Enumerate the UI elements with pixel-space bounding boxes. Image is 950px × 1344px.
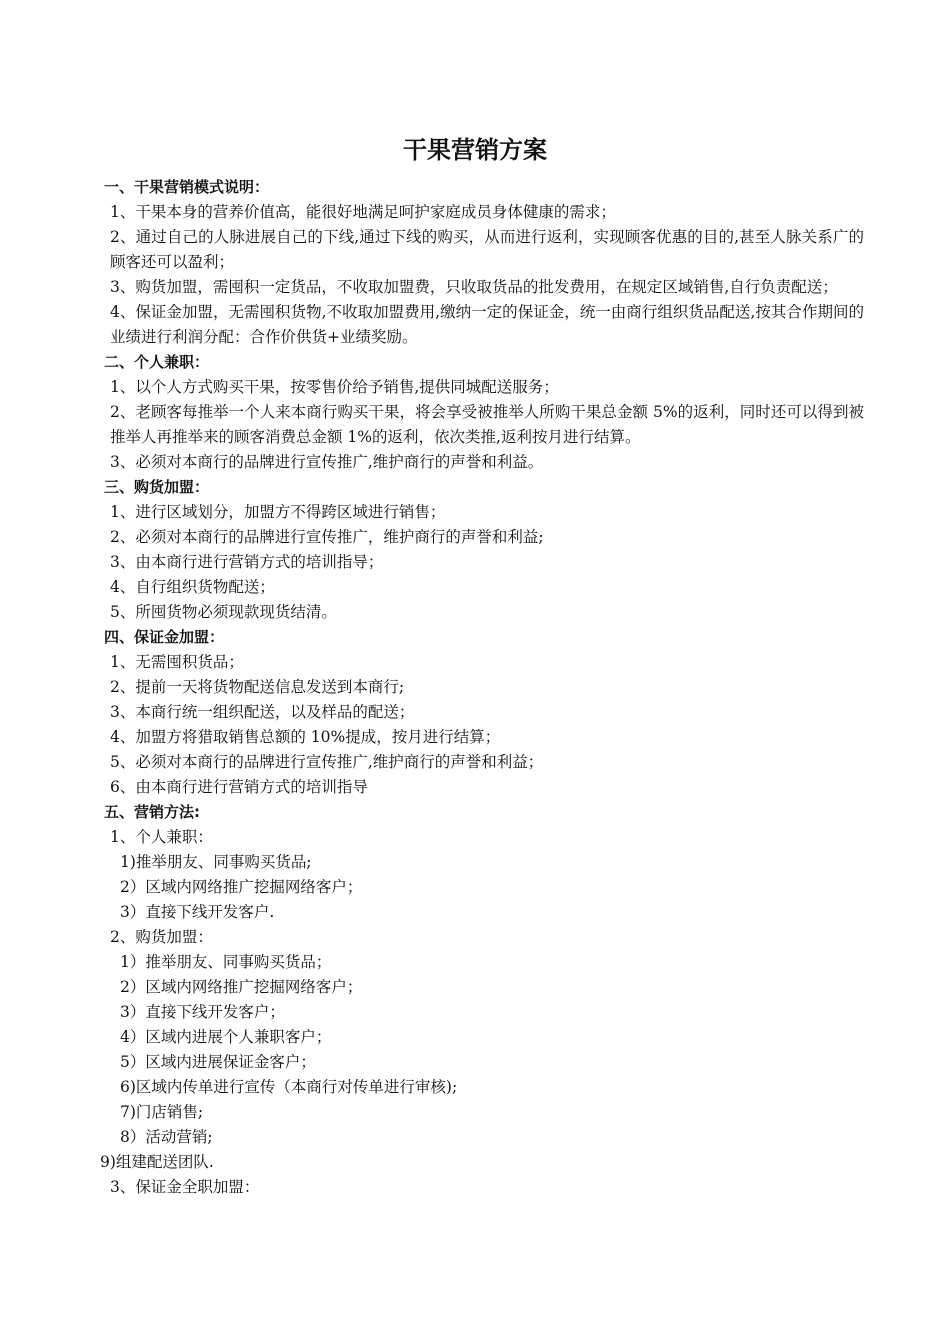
list-item: 1)推举朋友、同事购买货品; [120, 853, 312, 871]
list-item: 2、老顾客每推举一个人来本商行购买干果，将会享受被推举人所购干果总金额 5%的返利，同时还可以得到被推举人再推举来的顾客消费总金额 1%的返利，依次类推,返利按月进行结算。 [110, 403, 864, 446]
list-item: 1、以个人方式购买干果，按零售价给予销售,提供同城配送服务； [110, 378, 559, 396]
list-item: 1）推举朋友、同事购买货品； [120, 953, 332, 971]
sub-heading-deposit-fulltime: 3、保证金全职加盟： [110, 1178, 260, 1196]
section-heading-part-time: 二、个人兼职： [104, 353, 210, 371]
document-title: 干果营销方案 [403, 136, 547, 164]
list-item: 5）区域内进展保证金客户； [120, 1053, 316, 1071]
list-item: 4、自行组织货物配送； [110, 578, 275, 596]
list-item: 2、必须对本商行的品牌进行宣传推广，维护商行的声誉和利益; [110, 528, 544, 546]
list-item: 3、本商行统一组织配送，以及样品的配送； [110, 703, 415, 721]
document-body [100, 175, 864, 1200]
list-item: 2）区域内网络推广挖掘网络客户； [120, 978, 363, 996]
list-item: 6、由本商行进行营销方式的培训指导 [110, 778, 368, 796]
list-item: 2）区域内网络推广挖掘网络客户； [120, 878, 363, 896]
list-item: 4、保证金加盟，无需囤积货物,不收取加盟费用,缴纳一定的保证金，统一由商行组织货品配送,按其合作期间的业绩进行利润分配：合作价供货+业绩奖励。 [110, 303, 864, 346]
list-item: 1、干果本身的营养价值高，能很好地满足呵护家庭成员身体健康的需求； [110, 203, 616, 221]
sub-heading-part-time: 1、个人兼职： [110, 828, 213, 846]
list-item: 3）直接下线开发客户. [120, 903, 275, 921]
list-item: 5、必须对本商行的品牌进行宣传推广,维护商行的声誉和利益； [110, 753, 544, 771]
section-heading-marketing-methods: 五、营销方法: [104, 803, 200, 821]
list-item: 1、进行区域划分，加盟方不得跨区域进行销售； [110, 503, 446, 521]
list-item: 5、所囤货物必须现款现货结清。 [110, 603, 337, 621]
list-item: 4、加盟方将猎取销售总额的 10%提成，按月进行结算； [110, 728, 501, 746]
list-item: 2、通过自己的人脉进展自己的下线,通过下线的购买，从而进行返利，实现顾客优惠的目的,甚至人脉关系广的顾客还可以盈利； [110, 228, 864, 271]
list-item: 3、必须对本商行的品牌进行宣传推广,维护商行的声誉和利益。 [110, 453, 544, 471]
list-item: 8）活动营销; [120, 1128, 213, 1146]
section-heading-deposit-franchise: 四、保证金加盟： [104, 628, 225, 646]
sub-heading-purchase-franchise: 2、购货加盟： [110, 928, 213, 946]
list-item: 3）直接下线开发客户； [120, 1003, 285, 1021]
list-item: 2、提前一天将货物配送信息发送到本商行; [110, 678, 405, 696]
section-heading-mode: 一、干果营销模式说明： [104, 178, 270, 196]
section-heading-purchase-franchise: 三、购货加盟： [104, 478, 210, 496]
list-item: 6)区域内传单进行宣传（本商行对传单进行审核); [120, 1078, 458, 1096]
list-item: 1、无需囤积货品； [110, 653, 244, 671]
list-item: 7)门店销售; [120, 1103, 204, 1121]
list-item: 9)组建配送团队. [100, 1153, 214, 1171]
list-item: 3、由本商行进行营销方式的培训指导； [110, 553, 384, 571]
list-item: 4）区域内进展个人兼职客户； [120, 1028, 332, 1046]
list-item: 3、购货加盟，需囤积一定货品，不收取加盟费，只收取货品的批发费用，在规定区域销售,自行负责配送； [110, 278, 838, 296]
